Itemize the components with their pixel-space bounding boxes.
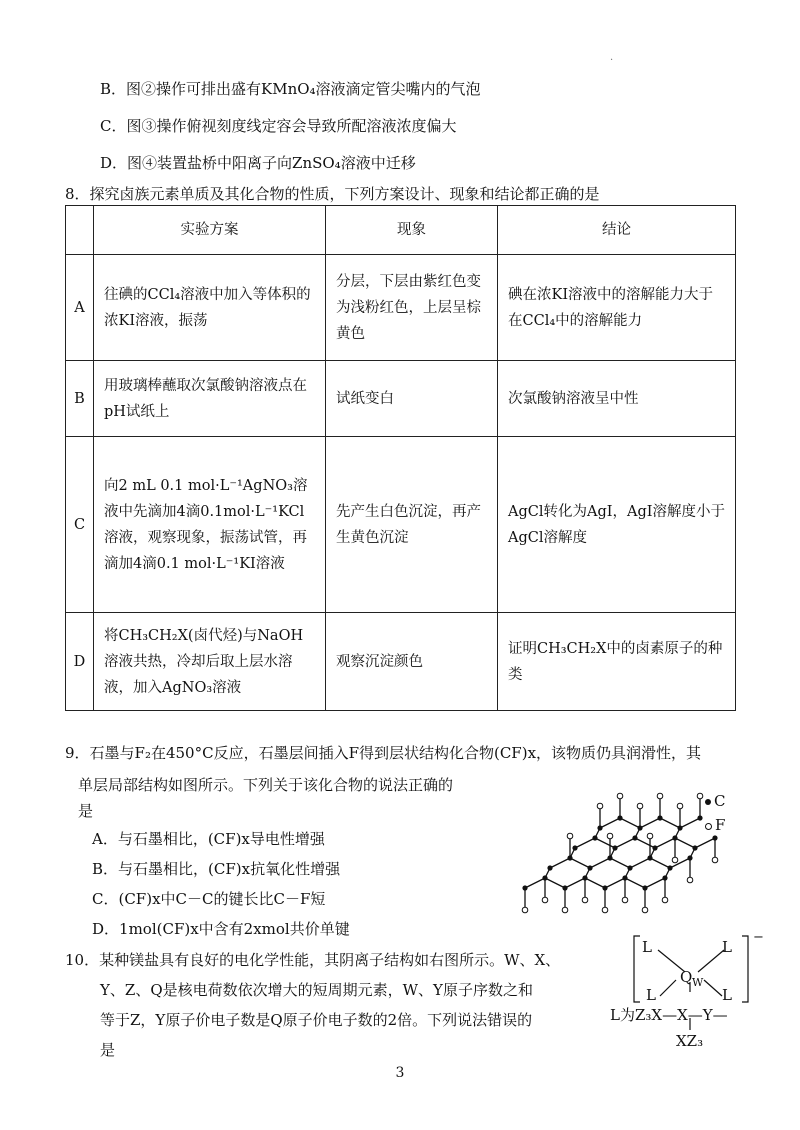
option-b-prev: B．图②操作可排出盛有KMnO₄溶液滴定管尖嘴内的气泡 bbox=[100, 80, 481, 98]
row-conclusion: 碘在浓KI溶液中的溶解能力大于在CCl₄中的溶解能力 bbox=[498, 255, 736, 361]
page-number: 3 bbox=[395, 1065, 405, 1081]
legend-fluorine-dot bbox=[705, 823, 712, 830]
experiment-table bbox=[65, 205, 736, 711]
row-phenomenon: 观察沉淀颜色 bbox=[326, 613, 498, 711]
speck-dot: · bbox=[610, 55, 614, 66]
legend-fluorine-label: F bbox=[715, 816, 726, 834]
row-phenomenon: 先产生白色沉淀，再产生黄色沉淀 bbox=[326, 437, 498, 613]
row-label: A bbox=[66, 255, 94, 361]
ligand-l-top-right: L bbox=[722, 938, 732, 956]
option-d-prev: D．图④装置盐桥中阳离子向ZnSO₄溶液中迁移 bbox=[100, 154, 416, 172]
table-row bbox=[66, 361, 736, 437]
option-c-prev: C．图③操作俯视刻度线定容会导致所配溶液浓度偏大 bbox=[100, 117, 457, 135]
cf-lattice-bonds bbox=[525, 798, 715, 908]
q10-line3: 等于Z，Y原子价电子数是Q原子价电子数的2倍。下列说法错误的 bbox=[100, 1011, 533, 1029]
row-phenomenon: 分层，下层由紫红色变为浅粉红色，上层呈棕黄色 bbox=[326, 255, 498, 361]
header-blank bbox=[66, 206, 94, 255]
q9-option-b: B．与石墨相比，(CF)x抗氧化性增强 bbox=[92, 860, 341, 878]
row-plan: 用玻璃棒蘸取次氯酸钠溶液点在pH试纸上 bbox=[94, 361, 326, 437]
anion-structure bbox=[610, 932, 790, 1057]
q9-option-a: A．与石墨相比，(CF)x导电性增强 bbox=[92, 830, 325, 848]
table-row bbox=[66, 255, 736, 361]
row-label: B bbox=[66, 361, 94, 437]
row-phenomenon: 试纸变白 bbox=[326, 361, 498, 437]
header-conclusion: 结论 bbox=[498, 206, 736, 255]
ligand-l-bottom-right: L bbox=[722, 986, 732, 1004]
row-plan: 向2 mL 0.1 mol·L⁻¹AgNO₃溶液中先滴加4滴0.1mol·L⁻¹KCl溶液，观察现象，振荡试管，再滴加4滴0.1 mol·L⁻¹KI溶液 bbox=[94, 437, 326, 613]
ligand-l-definition: L为Z₃X—X—Y— bbox=[610, 1006, 728, 1024]
row-label: C bbox=[66, 437, 94, 613]
row-label: D bbox=[66, 613, 94, 711]
q9-option-c: C．(CF)x中C－C的键长比C－F短 bbox=[92, 890, 326, 908]
row-plan: 将CH₃CH₂X(卤代烃)与NaOH溶液共热，冷却后取上层水溶液，加入AgNO₃溶液 bbox=[94, 613, 326, 711]
q9-stem-line3: 是 bbox=[78, 802, 94, 820]
row-conclusion: 证明CH₃CH₂X中的卤素原子的种类 bbox=[498, 613, 736, 711]
table-row bbox=[66, 613, 736, 711]
table-row bbox=[66, 437, 736, 613]
legend-fluorine bbox=[705, 816, 725, 834]
row-plan: 往碘的CCl₄溶液中加入等体积的浓KI溶液，振荡 bbox=[94, 255, 326, 361]
atom-w: W bbox=[692, 976, 704, 989]
legend-carbon-label: C bbox=[714, 792, 726, 810]
ligand-l-top-left: L bbox=[642, 938, 652, 956]
q9-option-d: D．1mol(CF)x中含有2xmol共价单键 bbox=[92, 920, 350, 938]
atom-q: Q bbox=[680, 968, 693, 986]
legend-carbon bbox=[705, 792, 725, 810]
header-plan: 实验方案 bbox=[94, 206, 326, 255]
row-conclusion: AgCl转化为AgI，AgI溶解度小于AgCl溶解度 bbox=[498, 437, 736, 613]
q9-stem-line1: 9．石墨与F₂在450°C反应，石墨层间插入F得到层状结构化合物(CF)x，该物质仍具润滑性，其 bbox=[65, 744, 702, 762]
header-phenomenon: 现象 bbox=[326, 206, 498, 255]
legend-carbon-dot bbox=[705, 799, 711, 805]
q10-line1: 10．某种镁盐具有良好的电化学性能，其阴离子结构如右图所示。W、X、 bbox=[65, 951, 561, 969]
q8-stem: 8．探究卤族元素单质及其化合物的性质，下列方案设计、现象和结论都正确的是 bbox=[65, 185, 600, 203]
group-xz3: XZ₃ bbox=[676, 1032, 704, 1050]
row-conclusion: 次氯酸钠溶液呈中性 bbox=[498, 361, 736, 437]
table-header-row bbox=[66, 206, 736, 255]
q10-line2: Y、Z、Q是核电荷数依次增大的短周期元素，W、Y原子序数之和 bbox=[100, 981, 533, 999]
ligand-l-bottom-left: L bbox=[646, 986, 656, 1004]
q10-line4: 是 bbox=[100, 1041, 116, 1059]
anion-charge: − bbox=[753, 930, 764, 945]
q9-stem-line2: 单层局部结构如图所示。下列关于该化合物的说法正确的 bbox=[78, 776, 454, 794]
